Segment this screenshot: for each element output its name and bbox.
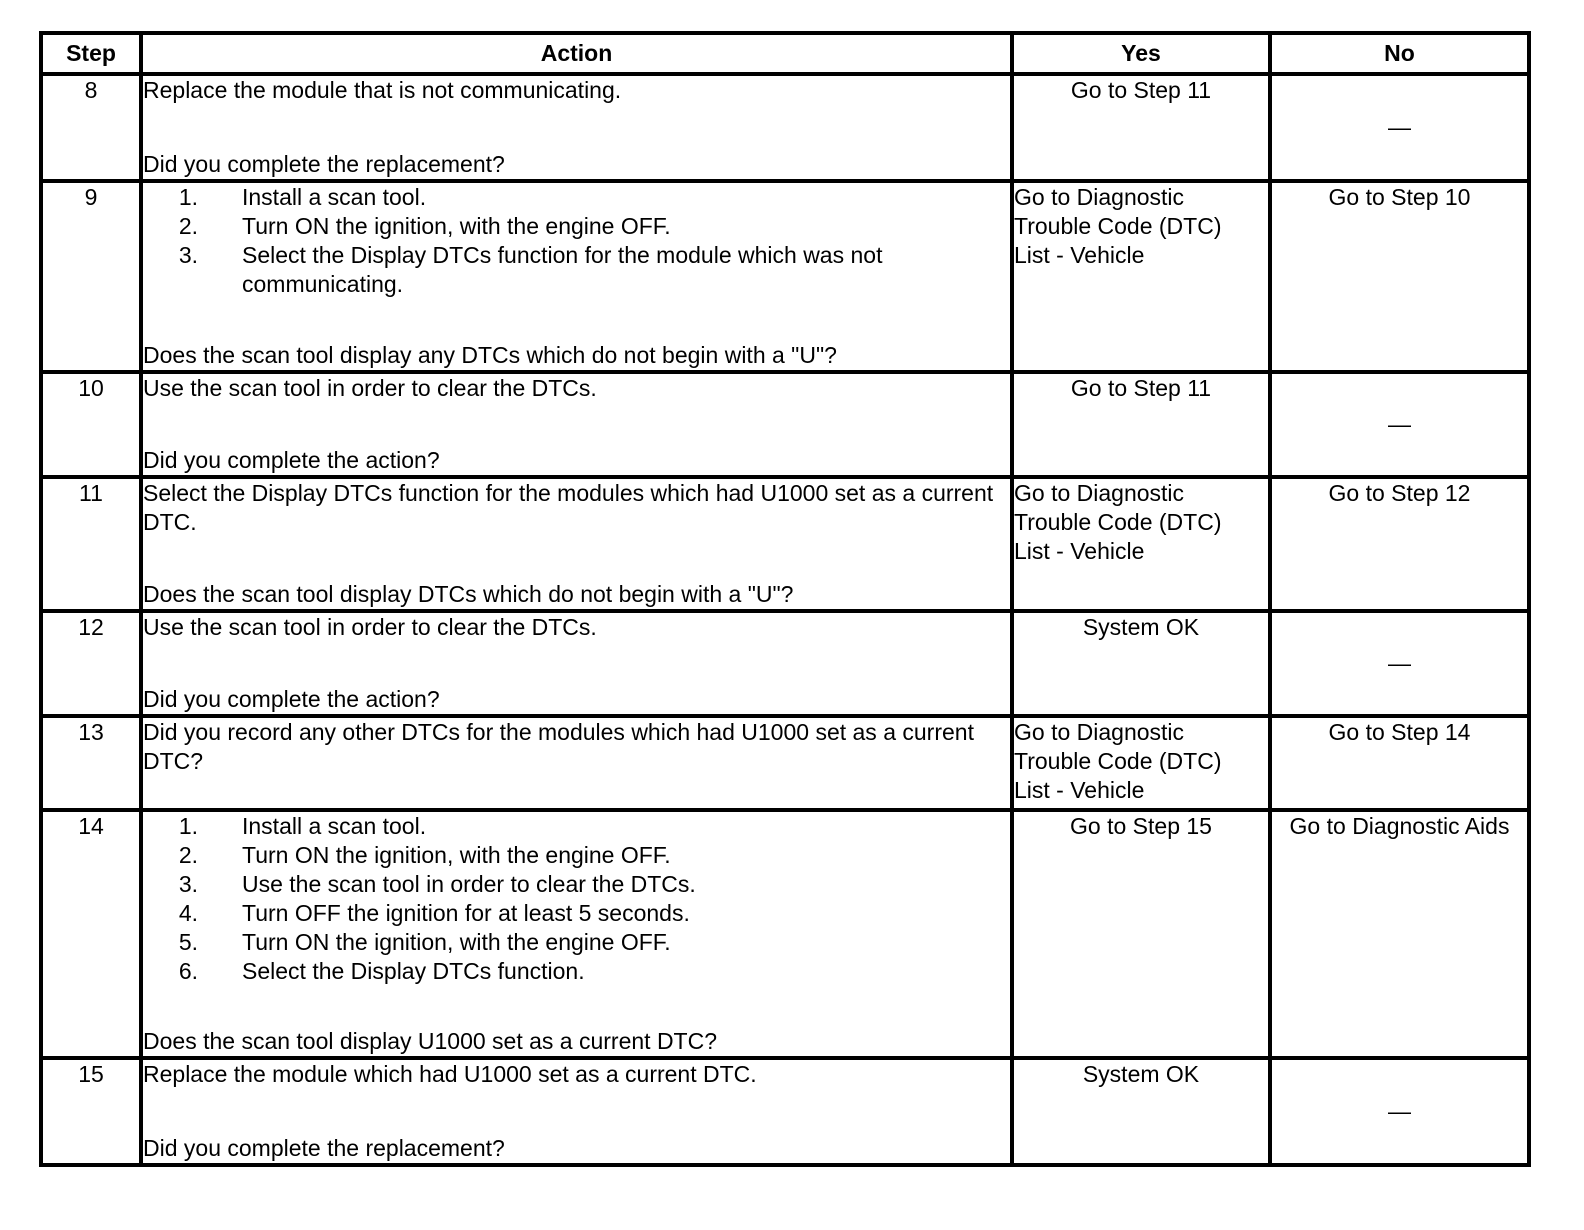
action-cell bbox=[141, 611, 1012, 716]
yes-link-line: Trouble Code (DTC) bbox=[1014, 748, 1222, 774]
yes-link-line: List - Vehicle bbox=[1014, 538, 1145, 564]
step-number: 10 bbox=[41, 372, 141, 477]
action-text: Select the Display DTCs function for the modules which had U1000 set as a current DTC. bbox=[143, 480, 994, 535]
step-number: 15 bbox=[41, 1058, 141, 1165]
step-number: 9 bbox=[41, 181, 141, 372]
list-item-text: Install a scan tool. bbox=[242, 184, 427, 210]
no-cell bbox=[1270, 372, 1529, 477]
no-cell bbox=[1270, 611, 1529, 716]
list-item-text: Install a scan tool. bbox=[242, 813, 427, 839]
no-cell bbox=[1270, 1058, 1529, 1165]
yes-cell bbox=[1012, 181, 1270, 372]
no-cell bbox=[1270, 477, 1529, 611]
procedure-list bbox=[143, 183, 1010, 299]
yes-link-line: List - Vehicle bbox=[1014, 242, 1145, 268]
action-cell bbox=[141, 74, 1012, 181]
yes-cell bbox=[1012, 1058, 1270, 1165]
header-no: No bbox=[1270, 33, 1529, 74]
yes-link[interactable] bbox=[1014, 183, 1268, 270]
yes-cell bbox=[1012, 372, 1270, 477]
yes-cell bbox=[1012, 810, 1270, 1058]
header-step: Step bbox=[41, 33, 141, 74]
list-item-text: Select the Display DTCs function for the module which was not communicating. bbox=[242, 242, 883, 297]
no-cell bbox=[1270, 716, 1529, 810]
yes-link[interactable]: Go to Step 11 bbox=[1070, 77, 1212, 103]
list-item-number: 2. bbox=[178, 842, 198, 868]
yes-cell bbox=[1012, 611, 1270, 716]
action-text: Replace the module that is not communicating. bbox=[143, 77, 622, 103]
header-action: Action bbox=[141, 33, 1012, 74]
list-item-number: 3. bbox=[178, 871, 198, 897]
yes-link-line: Trouble Code (DTC) bbox=[1014, 213, 1222, 239]
list-item bbox=[178, 841, 1010, 870]
no-cell bbox=[1270, 74, 1529, 181]
list-item-number: 5. bbox=[178, 929, 198, 955]
action-question: Did you record any other DTCs for the modules which had U1000 set as a current DTC? bbox=[143, 719, 974, 774]
yes-result: System OK bbox=[1082, 1061, 1200, 1087]
yes-result: System OK bbox=[1082, 614, 1200, 640]
action-cell bbox=[141, 1058, 1012, 1165]
action-question: Did you complete the replacement? bbox=[143, 151, 505, 177]
list-item bbox=[178, 183, 1010, 212]
no-dash: — bbox=[1388, 650, 1411, 676]
yes-link-line: Go to Diagnostic bbox=[1014, 719, 1185, 745]
list-item bbox=[178, 957, 1010, 986]
yes-link-line: Go to Diagnostic bbox=[1014, 184, 1185, 210]
step-number: 11 bbox=[41, 477, 141, 611]
list-item bbox=[178, 241, 1010, 299]
no-link[interactable]: Go to Step 14 bbox=[1328, 719, 1471, 745]
action-question: Does the scan tool display any DTCs which do not begin with a "U"? bbox=[143, 342, 837, 368]
list-item bbox=[178, 899, 1010, 928]
no-cell bbox=[1270, 181, 1529, 372]
action-text: Use the scan tool in order to clear the DTCs. bbox=[143, 375, 597, 401]
action-cell bbox=[141, 810, 1012, 1058]
no-dash: — bbox=[1388, 114, 1411, 140]
action-cell bbox=[141, 477, 1012, 611]
list-item-text: Use the scan tool in order to clear the DTCs. bbox=[242, 871, 696, 897]
list-item-number: 1. bbox=[178, 813, 198, 839]
list-item-text: Select the Display DTCs function. bbox=[242, 958, 585, 984]
table-row bbox=[41, 74, 1529, 181]
diagnostic-table bbox=[39, 31, 1531, 1167]
yes-link[interactable] bbox=[1014, 718, 1268, 805]
table-row bbox=[41, 181, 1529, 372]
action-question: Did you complete the replacement? bbox=[143, 1135, 505, 1161]
list-item-number: 1. bbox=[178, 184, 198, 210]
list-item-number: 2. bbox=[178, 213, 198, 239]
action-question: Did you complete the action? bbox=[143, 447, 440, 473]
table-row bbox=[41, 611, 1529, 716]
yes-link[interactable] bbox=[1014, 479, 1268, 566]
list-item-number: 4. bbox=[178, 900, 198, 926]
list-item bbox=[178, 928, 1010, 957]
action-question: Does the scan tool display U1000 set as a current DTC? bbox=[143, 1028, 718, 1054]
list-item-text: Turn ON the ignition, with the engine OFF. bbox=[242, 929, 671, 955]
no-dash: — bbox=[1388, 1098, 1411, 1124]
yes-link-line: Go to Diagnostic bbox=[1014, 480, 1185, 506]
list-item-text: Turn ON the ignition, with the engine OFF. bbox=[242, 213, 671, 239]
step-number: 12 bbox=[41, 611, 141, 716]
yes-cell bbox=[1012, 477, 1270, 611]
yes-link[interactable]: Go to Step 15 bbox=[1070, 813, 1212, 839]
list-item bbox=[178, 870, 1010, 899]
list-item bbox=[178, 212, 1010, 241]
step-number: 14 bbox=[41, 810, 141, 1058]
no-dash: — bbox=[1388, 411, 1411, 437]
list-item-text: Turn ON the ignition, with the engine OFF. bbox=[242, 842, 671, 868]
action-text: Use the scan tool in order to clear the DTCs. bbox=[143, 614, 597, 640]
action-text: Replace the module which had U1000 set as a current DTC. bbox=[143, 1061, 757, 1087]
procedure-list bbox=[143, 812, 1010, 986]
action-question: Did you complete the action? bbox=[143, 686, 440, 712]
action-cell bbox=[141, 716, 1012, 810]
list-item-number: 3. bbox=[178, 242, 198, 268]
yes-cell bbox=[1012, 716, 1270, 810]
table-row bbox=[41, 372, 1529, 477]
no-cell bbox=[1270, 810, 1529, 1058]
yes-link[interactable]: Go to Step 11 bbox=[1070, 375, 1212, 401]
no-link[interactable]: Go to Step 10 bbox=[1328, 184, 1471, 210]
list-item bbox=[178, 812, 1010, 841]
action-question: Does the scan tool display DTCs which do not begin with a "U"? bbox=[143, 581, 794, 607]
yes-link-line: Trouble Code (DTC) bbox=[1014, 509, 1222, 535]
step-number: 13 bbox=[41, 716, 141, 810]
action-cell bbox=[141, 181, 1012, 372]
table-row bbox=[41, 477, 1529, 611]
no-link[interactable]: Go to Step 12 bbox=[1328, 480, 1471, 506]
yes-link-line: List - Vehicle bbox=[1014, 777, 1145, 803]
header-yes: Yes bbox=[1012, 33, 1270, 74]
yes-cell bbox=[1012, 74, 1270, 181]
header-row bbox=[41, 33, 1529, 74]
list-item-text: Turn OFF the ignition for at least 5 seconds. bbox=[242, 900, 690, 926]
table-row bbox=[41, 716, 1529, 810]
table-row bbox=[41, 810, 1529, 1058]
action-cell bbox=[141, 372, 1012, 477]
list-item-number: 6. bbox=[178, 958, 198, 984]
step-number: 8 bbox=[41, 74, 141, 181]
table-row bbox=[41, 1058, 1529, 1165]
no-link[interactable]: Go to Diagnostic Aids bbox=[1289, 813, 1510, 839]
